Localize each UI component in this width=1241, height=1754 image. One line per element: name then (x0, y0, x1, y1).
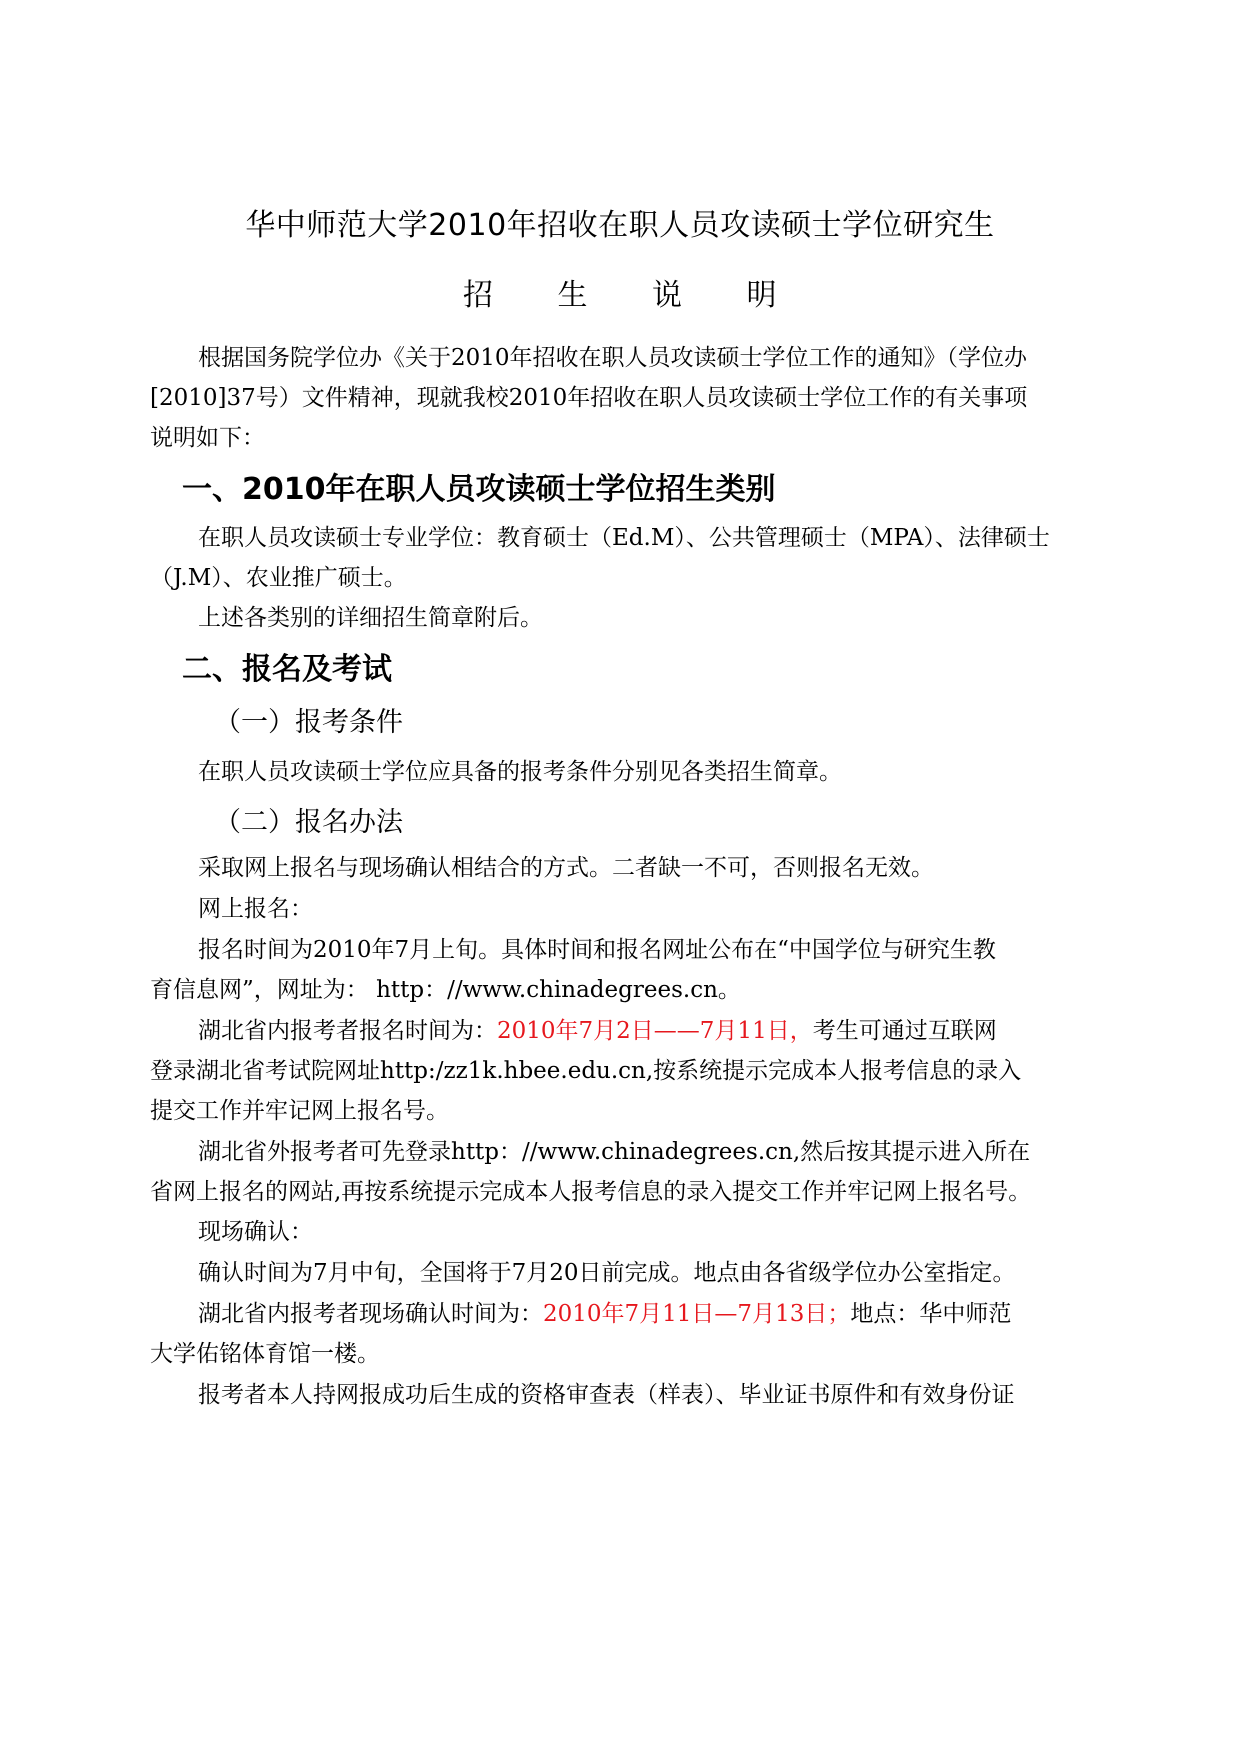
subtitle-char: 说 (652, 278, 683, 313)
paragraph-line: 省网上报名的网站,再按系统提示完成本人报考信息的录入提交工作并牢记网上报名号。 (150, 1179, 1032, 1205)
text-segment: 湖北省内报考者报名时间为： (198, 1018, 497, 1044)
highlighted-date: 2010年7月2日——7月11日， (497, 1018, 813, 1044)
highlighted-date: 2010年7月11日—7月13日； (543, 1301, 851, 1327)
text-segment: 湖北省内报考者现场确认时间为： (198, 1301, 543, 1327)
paragraph-line: 大学佑铭体育馆一楼。 (150, 1341, 380, 1367)
paragraph-line (198, 1298, 1090, 1330)
paragraph-label: 现场确认： (198, 1219, 313, 1245)
paragraph-line: 登录湖北省考试院网址http:/zz1k.hbee.edu.cn,按系统提示完成本人报考信息的录入 (150, 1058, 1022, 1084)
paragraph-line: 湖北省外报考者可先登录http：//www.chinadegrees.cn,然后按其提示进入所在 (198, 1139, 1031, 1165)
text-segment: 地点：华中师范 (850, 1301, 1012, 1327)
paragraph-line: 育信息网”，网址为： http：//www.chinadegrees.cn。 (150, 977, 741, 1003)
subtitle-char: 明 (746, 278, 777, 313)
section-heading: 二、报名及考试 (182, 652, 392, 687)
intro-line: [2010]37号）文件精神，现就我校2010年招收在职人员攻读硕士学位工作的有关事项 (150, 385, 1028, 411)
paragraph-line: 上述各类别的详细招生简章附后。 (198, 605, 543, 631)
intro-line: 根据国务院学位办《关于2010年招收在职人员攻读硕士学位工作的通知》（学位办 (198, 345, 1028, 371)
paragraph-line: 在职人员攻读硕士专业学位：教育硕士（Ed.M）、公共管理硕士（MPA）、法律硕士 (198, 525, 1050, 551)
paragraph-line: 采取网上报名与现场确认相结合的方式。二者缺一不可，否则报名无效。 (198, 855, 934, 881)
paragraph-line: 报名时间为2010年7月上旬。具体时间和报名网址公布在“中国学位与研究生教 (198, 937, 996, 963)
paragraph-line: 报考者本人持网报成功后生成的资格审查表（样表）、毕业证书原件和有效身份证 (198, 1382, 1015, 1408)
paragraph-line: 在职人员攻读硕士学位应具备的报考条件分别见各类招生简章。 (198, 759, 842, 785)
document-subtitle (150, 270, 1090, 314)
document-title: 华中师范大学2010年招收在职人员攻读硕士学位研究生 (245, 208, 995, 243)
paragraph-line (198, 1015, 1090, 1047)
paragraph-line: 提交工作并牢记网上报名号。 (150, 1098, 449, 1124)
subsection-heading: （二）报名办法 (214, 807, 403, 838)
paragraph-line: （J.M）、农业推广硕士。 (150, 565, 407, 591)
intro-line: 说明如下： (150, 425, 265, 451)
subsection-heading: （一）报考条件 (214, 707, 403, 738)
paragraph-line: 确认时间为7月中旬，全国将于7月20日前完成。地点由各省级学位办公室指定。 (198, 1260, 1016, 1286)
paragraph-label: 网上报名： (198, 896, 313, 922)
text-segment: 考生可通过互联网 (812, 1018, 997, 1044)
subtitle-char: 生 (557, 278, 588, 313)
subtitle-char: 招 (463, 278, 494, 313)
section-heading: 一、2010年在职人员攻读硕士学位招生类别 (182, 472, 776, 507)
